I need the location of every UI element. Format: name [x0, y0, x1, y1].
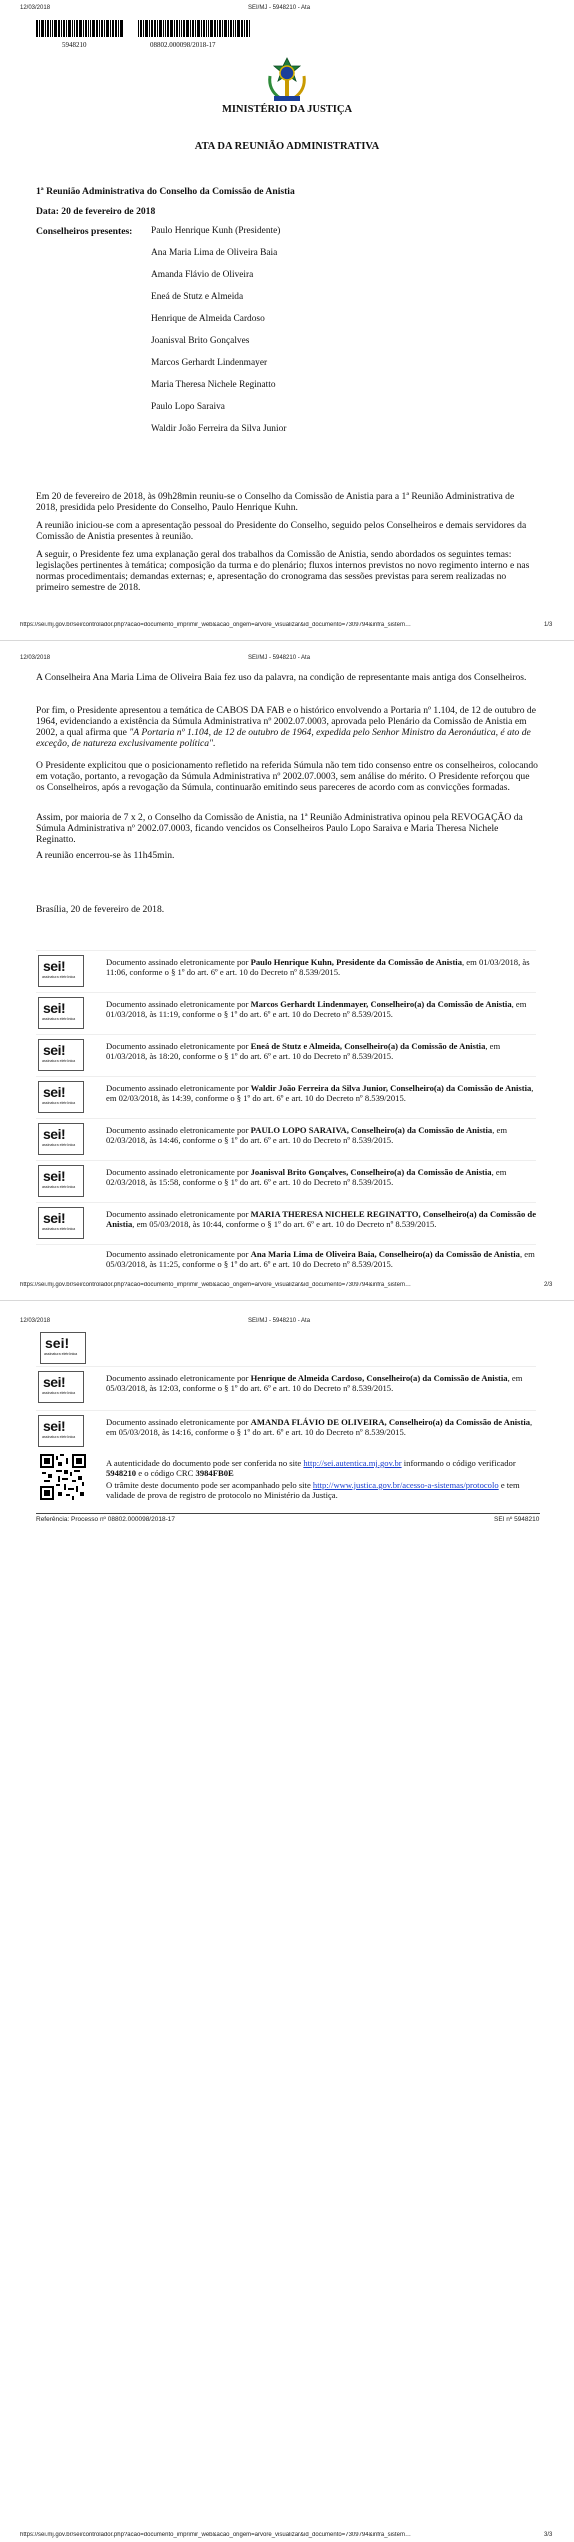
footer-url: https://sei.mj.gov.br/sei/controlador.php?acao=documento_imprimir_web&acao_origem=arvore_visualizar&id_documento=7309794&infra_sistem…	[20, 2532, 411, 2538]
sei-logo-icon: sei! assinatura eletrônica	[38, 1165, 84, 1197]
present-member: Paulo Henrique Kunh (Presidente)	[151, 226, 281, 236]
tracking-text: O trâmite deste documento pode ser acompanhado pelo site http://www.justica.gov.br/acesso-a-sistemas/protocolo e tem validade de prova de registro de protocolo no Ministério da Justiça.	[106, 1480, 520, 1500]
signature-block: sei! assinatura eletrônica Documento assinado eletronicamente por Paulo Henrique Kuhn, Presidente da Comissão de Anistia, em 01/03/2018, às 11:06, conforme o § 1º do art. 6º e art. 10 do Decreto nº 8.539/2015.	[36, 950, 536, 989]
reference-sei-number: SEI nº 5948210	[494, 1516, 540, 1523]
meeting-date: Data: 20 de fevereiro de 2018	[36, 206, 156, 217]
sei-logo-icon: sei! assinatura eletrônica	[38, 955, 84, 987]
present-member: Joanisval Brito Gonçalves	[151, 336, 250, 346]
document-title: ATA DA REUNIÃO ADMINISTRATIVA	[194, 141, 380, 152]
paragraph-5-text: Por fim, o Presidente apresentou a temática de CABOS DA FAB e o histórico envolvendo a Portaria nº 1.104, de 12 de outubro de 1964, evidenciando a existência da Súmula Administrativa nº 2002.07.0003, aprovada pelo Plenário da Comissão de Anistia em 2002, a qual afirma que	[36, 705, 536, 738]
print-doc-id: SEI/MJ - 5948210 - Ata	[248, 1318, 311, 1324]
paragraph-5	[36, 705, 538, 749]
present-member: Paulo Lopo Saraiva	[151, 402, 225, 412]
sei-logo-icon: sei! assinatura eletrônica	[38, 1039, 84, 1071]
brazil-coat-of-arms-icon	[264, 56, 310, 104]
sei-logo-icon: sei! assinatura eletrônica	[38, 1415, 84, 1447]
print-doc-id: SEI/MJ - 5948210 - Ata	[248, 5, 311, 11]
print-date: 12/03/2018	[20, 655, 51, 661]
signature-block: sei! assinatura eletrônica Documento assinado eletronicamente por MARIA THERESA NICHELE REGINATTO, Conselheiro(a) da Comissão de Anistia, em 05/03/2018, às 10:44, conforme o § 1º do art. 6º e art. 10 do Decreto nº 8.539/2015.	[36, 1202, 536, 1241]
page-number: 3/3	[544, 2532, 553, 2538]
place-and-date: Brasília, 20 de fevereiro de 2018.	[36, 904, 165, 915]
paragraph-4: A Conselheira Ana Maria Lima de Oliveira Baia fez uso da palavra, na condição de representante mais antiga dos Conselheiros.	[36, 672, 527, 683]
barcode-right	[138, 20, 250, 37]
page-number: 1/3	[544, 622, 553, 628]
footer-url: https://sei.mj.gov.br/sei/controlador.php?acao=documento_imprimir_web&acao_origem=arvore_visualizar&id_documento=7309794&infra_sistem…	[20, 1282, 411, 1288]
paragraph-7: Assim, por maioria de 7 x 2, o Conselho da Comissão de Anistia, na 1ª Reunião Administrativa opinou pela REVOGAÇÃO da Súmula Administrativa nº 2002.07.0003, ficando vencidos os Conselheiros Paulo Lopo Saraiva e Maria Theresa Nichele Reginatto.	[36, 812, 523, 845]
barcode-left-number: 5948210	[62, 41, 87, 49]
sei-logo-icon: sei! assinatura eletrônica	[38, 1081, 84, 1113]
paragraph-2: A reunião iniciou-se com a apresentação pessoal do Presidente do Conselho, seguido pelos Conselheiros e demais servidores da Comissão de Anistia presentes à reunião.	[36, 520, 527, 542]
reference-process: Referência: Processo nº 08802.000098/2018-17	[36, 1516, 175, 1523]
signature-block: sei! assinatura eletrônica Documento assinado eletronicamente por PAULO LOPO SARAIVA, Conselheiro(a) da Comissão de Anistia, em 02/03/2018, às 14:46, conforme o § 1º do art. 6º e art. 10 do Decreto nº 8.539/2015.	[36, 1118, 536, 1157]
signature-block: sei! assinatura eletrônica Documento assinado eletronicamente por Eneá de Stutz e Almeida, Conselheiro(a) da Comissão de Anistia, em 01/03/2018, às 18:20, conforme o § 1º do art. 6º e art. 10 do Decreto nº 8.539/2015.	[36, 1034, 536, 1073]
present-member: Waldir João Ferreira da Silva Junior	[151, 424, 287, 434]
meeting-heading: 1ª Reunião Administrativa do Conselho da Comissão de Anistia	[36, 186, 295, 197]
authenticity-text: A autenticidade do documento pode ser conferida no site http://sei.autentica.mj.gov.br informando o código verificador 5948210 e o código CRC 3984FB0E	[106, 1458, 516, 1478]
print-date: 12/03/2018	[20, 1318, 51, 1324]
page-number: 2/3	[544, 1282, 553, 1288]
barcode-right-number: 08802.000098/2018-17	[150, 41, 216, 49]
present-member: Eneá de Stutz e Almeida	[151, 292, 244, 302]
protocol-link[interactable]: http://www.justica.gov.br/acesso-a-sistemas/protocolo	[312, 1480, 499, 1490]
signature-block: Documento assinado eletronicamente por Ana Maria Lima de Oliveira Baia, Conselheiro(a) da Comissão de Anistia, em 05/03/2018, às 11:25, conforme o § 1º do art. 6º e art. 10 do Decreto nº 8.539/2015.	[36, 1244, 536, 1279]
paragraph-5-quote: "A Portaria nº 1.104, de 12 de outubro de 1964, expedida pelo Senhor Ministro da Aeronáutica, é ato de exceção, de natureza exclusivamente política".	[36, 727, 531, 749]
reference-divider	[36, 1513, 540, 1514]
sei-logo-icon: sei! assinatura eletrônica	[38, 1207, 84, 1239]
signature-block: sei! assinatura eletrônica Documento assinado eletronicamente por Waldir João Ferreira da Silva Junior, Conselheiro(a) da Comissão de Anistia, em 02/03/2018, às 14:39, conforme o § 1º do art. 6º e art. 10 do Decreto nº 8.539/2015.	[36, 1076, 536, 1115]
ministry-name: MINISTÉRIO DA JUSTIÇA	[221, 104, 353, 115]
sei-logo-icon: sei! assinatura eletrônica	[38, 997, 84, 1029]
sei-logo-icon: sei! assinatura eletrônica	[38, 1123, 84, 1155]
present-member: Henrique de Almeida Cardoso	[151, 314, 265, 324]
paragraph-1: Em 20 de fevereiro de 2018, às 09h28min reuniu-se o Conselho da Comissão de Anistia para a 1ª Reunião Administrativa de 2018, presidida pelo Presidente do Conselho, Paulo Henrique Kuhn.	[36, 491, 515, 513]
present-member: Amanda Flávio de Oliveira	[151, 270, 254, 280]
present-member: Ana Maria Lima de Oliveira Baia	[151, 248, 278, 258]
signature-block: sei! assinatura eletrônica Documento assinado eletronicamente por Marcos Gerhardt Lindenmayer, Conselheiro(a) da Comissão de Anistia, em 01/03/2018, às 11:19, conforme o § 1º do art. 6º e art. 10 do Decreto nº 8.539/2015.	[36, 992, 536, 1031]
print-date: 12/03/2018	[20, 5, 51, 11]
present-member: Maria Theresa Nichele Reginatto	[151, 380, 276, 390]
paragraph-3: A seguir, o Presidente fez uma explanação geral dos trabalhos da Comissão de Anistia, sendo abordados os seguintes temas: legislações pertinentes à temática; composição da turma e do plenário; fluxos internos previstos no novo regimento interno e nas normas procedimentais; demandas externas; e, apresentação do cronograma das sessões previstas para serem realizadas no primeiro semestre de 2018.	[36, 549, 530, 593]
print-doc-id: SEI/MJ - 5948210 - Ata	[248, 655, 311, 661]
paragraph-6: O Presidente explicitou que o posicionamento refletido na referida Súmula não tem tido consenso entre os conselheiros, colocando em votação, portanto, a revogação da Súmula Administrativa nº 2002.07.0003, sem análise do mérito. O Presidente reforçou que os Conselheiros, após a revogação da Súmula, continuarão emitindo seus pareceres de acordo com as convicções formadas.	[36, 760, 538, 793]
auth-link[interactable]: http://sei.autentica.mj.gov.br	[303, 1458, 402, 1468]
sei-logo-icon: sei! assinatura eletrônica	[38, 1371, 84, 1403]
page-break	[0, 640, 574, 641]
signature-block: sei! assinatura eletrônica Documento assinado eletronicamente por Henrique de Almeida Cardoso, Conselheiro(a) da Comissão de Anistia, em 05/03/2018, às 12:03, conforme o § 1º do art. 6º e art. 10 do Decreto nº 8.539/2015.	[36, 1366, 536, 1405]
signature-block: sei! assinatura eletrônica Documento assinado eletronicamente por AMANDA FLÁVIO DE OLIVEIRA, Conselheiro(a) da Comissão de Anistia, em 05/03/2018, às 14:16, conforme o § 1º do art. 6º e art. 10 do Decreto nº 8.539/2015.	[36, 1410, 536, 1449]
footer-url: https://sei.mj.gov.br/sei/controlador.php?acao=documento_imprimir_web&acao_origem=arvore_visualizar&id_documento=7309794&infra_sistem…	[20, 622, 411, 628]
qr-code-icon	[40, 1454, 86, 1500]
present-member: Marcos Gerhardt Lindenmayer	[151, 358, 268, 368]
sei-logo-icon: sei! assinatura eletrônica	[40, 1332, 86, 1364]
paragraph-8: A reunião encerrou-se às 11h45min.	[36, 850, 175, 861]
barcode-left	[36, 20, 123, 37]
signature-block: sei! assinatura eletrônica Documento assinado eletronicamente por Joanisval Brito Gonçalves, Conselheiro(a) da Comissão de Anistia, em 02/03/2018, às 15:58, conforme o § 1º do art. 6º e art. 10 do Decreto nº 8.539/2015.	[36, 1160, 536, 1199]
present-label: Conselheiros presentes:	[36, 226, 133, 237]
page-break	[0, 1300, 574, 1301]
